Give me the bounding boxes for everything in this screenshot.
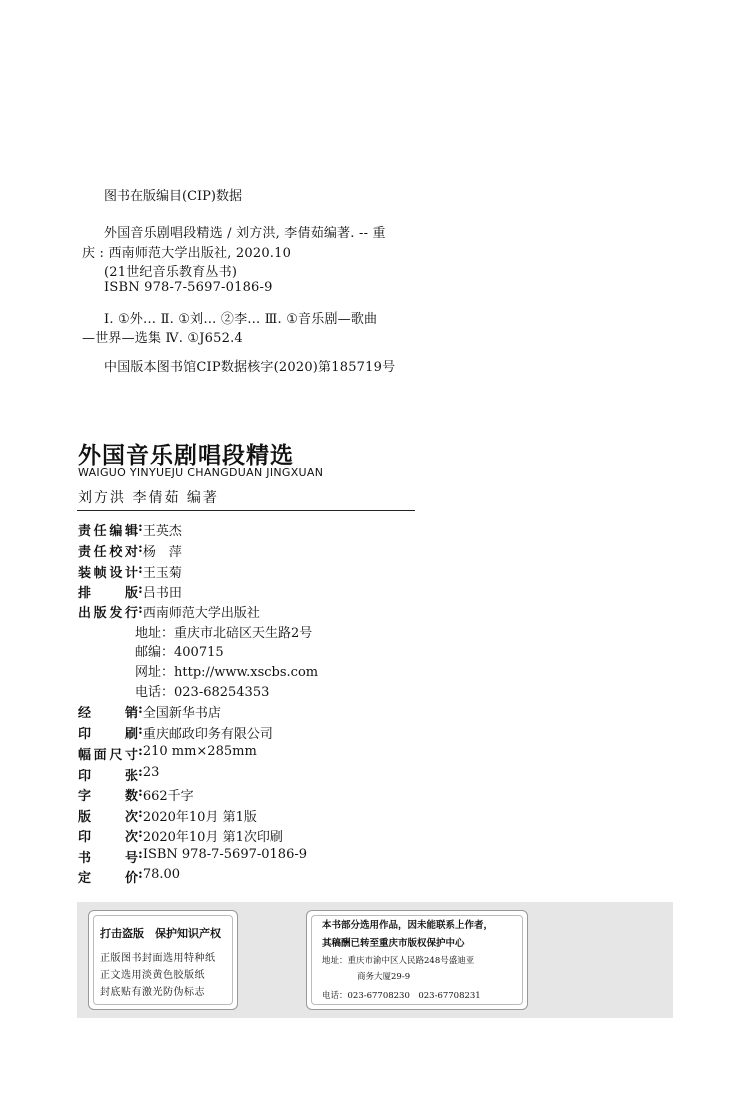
notice-text: 本书部分选用作品，因未能联系上作者， — [322, 920, 494, 931]
label-colon: : — [138, 562, 143, 577]
label-colon: : — [138, 520, 143, 535]
cip-line: 庆 : 西南师范大学出版社, 2020.10 — [82, 246, 292, 261]
info-row — [78, 562, 182, 581]
row-value: 2020年10月 第1版 — [142, 810, 257, 825]
label-char: 任 — [93, 545, 107, 560]
label-char: 任 — [93, 524, 107, 539]
row-label — [78, 744, 138, 763]
anti-piracy-line: 封底贴有激光防伪标志 — [100, 987, 205, 998]
cip-line: Ⅰ. ①外… Ⅱ. ①刘… ②李… Ⅲ. ①音乐剧—歌曲 — [104, 312, 378, 327]
cip-line: (21世纪音乐教育丛书) — [104, 265, 238, 280]
row-value: 662千字 — [142, 789, 194, 804]
label-char: 张 — [124, 769, 138, 784]
cip-line: 外国音乐剧唱段精选 / 刘方洪, 李倩茹编著. -- 重 — [104, 226, 386, 241]
row-label — [78, 806, 138, 825]
label-char: 设 — [109, 566, 123, 581]
label-char: 辑 — [124, 524, 138, 539]
info-row — [78, 702, 221, 721]
row-value: 78.00 — [142, 867, 181, 882]
row-label — [78, 723, 138, 742]
label-char: 装 — [78, 566, 92, 581]
notice-text: 其稿酬已转至重庆市版权保护中心 — [322, 938, 465, 949]
label-char: 印 — [78, 727, 92, 742]
label-colon: : — [138, 847, 143, 862]
row-label — [78, 702, 138, 721]
label-colon: : — [138, 582, 143, 597]
anti-piracy-line: 正版图书封面选用特种纸 — [100, 953, 216, 964]
label-char: 编 — [109, 524, 123, 539]
label-char: 帧 — [93, 566, 107, 581]
label-colon: : — [138, 785, 143, 800]
label-char: 号 — [124, 851, 138, 866]
label-char: 责 — [78, 524, 92, 539]
label-char: 定 — [78, 871, 92, 886]
label-char: 数 — [124, 789, 138, 804]
label-colon: : — [138, 806, 143, 821]
publisher-phone: 电话：023-68254353 — [135, 685, 270, 700]
row-label — [78, 765, 138, 784]
title-rule — [77, 510, 415, 511]
cip-line: ISBN 978-7-5697-0186-9 — [104, 280, 273, 295]
info-row — [78, 765, 159, 784]
label-char: 版 — [124, 586, 138, 601]
row-value: 23 — [142, 765, 160, 780]
row-label — [78, 867, 138, 886]
label-char: 寸 — [124, 748, 138, 763]
info-row — [78, 847, 307, 866]
label-colon: : — [138, 723, 143, 738]
label-char: 销 — [124, 706, 138, 721]
publisher-website: 网址：http://www.xscbs.com — [135, 665, 319, 680]
row-value: 吕书田 — [142, 586, 182, 601]
info-row — [78, 602, 260, 621]
publisher-postcode: 邮编：400715 — [135, 645, 224, 660]
label-char: 次 — [124, 810, 138, 825]
info-row — [78, 867, 180, 886]
label-char: 责 — [78, 545, 92, 560]
label-colon: : — [138, 744, 143, 759]
info-row — [78, 826, 283, 845]
label-colon: : — [138, 867, 143, 882]
anti-piracy-line: 正文选用淡黄色胶版纸 — [100, 970, 205, 981]
label-char: 计 — [124, 566, 138, 581]
label-char: 发 — [109, 606, 123, 621]
notice-phone: 电话：023-67708230 023-67708231 — [322, 991, 481, 1001]
label-char: 印 — [78, 769, 92, 784]
label-char: 价 — [124, 871, 138, 886]
row-value: ISBN 978-7-5697-0186-9 — [142, 847, 308, 862]
label-colon: : — [138, 826, 143, 841]
label-char: 次 — [124, 830, 138, 845]
label-char: 版 — [93, 606, 107, 621]
cip-heading: 图书在版编目(CIP)数据 — [104, 189, 242, 204]
info-row — [78, 723, 273, 742]
publisher-address: 地址：重庆市北碚区天生路2号 — [135, 626, 313, 641]
label-char: 排 — [78, 586, 92, 601]
cip-line: —世界—选集 Ⅳ. ①J652.4 — [82, 331, 243, 346]
label-char: 面 — [93, 748, 107, 763]
label-char: 经 — [78, 706, 92, 721]
cip-line: 中国版本图书馆CIP数据核字(2020)第185719号 — [104, 360, 396, 375]
label-char: 幅 — [78, 748, 92, 763]
info-row — [78, 582, 182, 601]
label-char: 对 — [124, 545, 138, 560]
row-label — [78, 847, 138, 866]
row-value: 全国新华书店 — [142, 706, 221, 721]
label-colon: : — [138, 702, 143, 717]
row-label — [78, 602, 138, 621]
info-row — [78, 744, 257, 763]
row-value: 王英杰 — [142, 524, 182, 539]
label-colon: : — [138, 765, 143, 780]
label-char: 出 — [78, 606, 92, 621]
row-label — [78, 582, 138, 601]
row-value: 2020年10月 第1次印刷 — [142, 830, 283, 845]
label-char: 刷 — [124, 727, 138, 742]
book-title: 外国音乐剧唱段精选 — [78, 443, 294, 469]
row-value: 210 mm×285mm — [142, 744, 257, 759]
row-value: 王玉菊 — [142, 566, 182, 581]
label-colon: : — [138, 541, 143, 556]
book-pinyin: WAIGUO YINYUEJU CHANGDUAN JINGXUAN — [78, 466, 324, 479]
row-value: 西南师范大学出版社 — [142, 606, 260, 621]
notice-address: 地址：重庆市渝中区人民路248号盛迪亚 — [322, 956, 475, 966]
info-row — [78, 806, 257, 825]
label-char: 版 — [78, 810, 92, 825]
label-char: 行 — [124, 606, 138, 621]
label-char: 书 — [78, 851, 92, 866]
label-char: 校 — [109, 545, 123, 560]
authors-line: 刘方洪 李倩茹 编著 — [78, 490, 219, 506]
info-row — [78, 520, 182, 539]
notice-address: 商务大厦29-9 — [357, 972, 411, 982]
anti-piracy-title: 打击盗版 保护知识产权 — [100, 927, 221, 940]
row-label — [78, 785, 138, 804]
info-row — [78, 541, 182, 560]
label-char: 字 — [78, 789, 92, 804]
label-colon: : — [138, 602, 143, 617]
row-label — [78, 520, 138, 539]
row-value: 杨 萍 — [142, 545, 182, 560]
row-label — [78, 541, 138, 560]
label-char: 尺 — [109, 748, 123, 763]
row-label — [78, 826, 138, 845]
info-row — [78, 785, 194, 804]
row-value: 重庆邮政印务有限公司 — [142, 727, 273, 742]
label-char: 印 — [78, 830, 92, 845]
row-label — [78, 562, 138, 581]
